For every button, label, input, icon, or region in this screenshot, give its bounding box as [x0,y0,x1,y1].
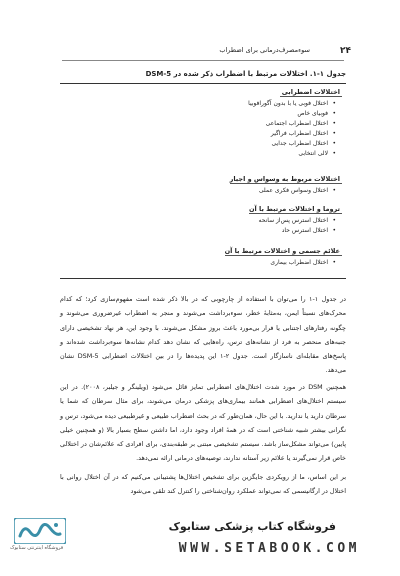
table-section [60,247,342,268]
bullet-icon: • [332,259,336,266]
body-paragraph [60,380,346,466]
list-item [60,149,342,159]
bullet-icon: • [332,227,336,234]
bullet-icon: • [332,110,336,117]
table-bottom-rule [60,278,346,279]
list-item [60,139,342,149]
paragraph-text: بر این اساس، ما از رویکردی جایگزین برای تشخیص اختلال‌ها پشتیبانی می‌کنیم که در آن اختلال روانی با اختلال در ارگانیسمی که نمی‌تواند عملکرد روان‌شناختی را کنترل کند تلقی می‌شود [60,473,346,496]
list-item-text: اختلال اضطراب فراگیر [270,130,328,137]
list-item [60,119,342,129]
list-item-text: اختلال اضطراب اجتماعی [265,120,328,127]
section-items [60,256,342,268]
section-items [60,214,342,236]
list-item [60,226,342,236]
body-paragraph [60,292,346,378]
list-item-text: اختلال وسواس فکری عملی [258,187,328,194]
section-items [60,184,342,196]
table-top-rule [60,83,346,84]
bullet-icon: • [332,120,336,127]
list-item-text: اختلال فوبی یا با بدون آگورافوبیا [248,100,328,107]
list-item-text: اختلال اضطراب جدایی [271,140,328,147]
store-url[interactable]: WWW.SETABOOK.COM [178,541,360,556]
store-name: فروشگاه کتاب پزشکی ستابوک [168,520,336,533]
list-item [60,109,342,119]
bullet-icon: • [332,130,336,137]
running-title: سوءمصرف‌درمانی برای اضطراب [219,46,310,54]
list-item [60,99,342,109]
header-divider [62,60,344,61]
table-title: جدول ۱-۱. اختلالات مرتبط با اضطراب ذکر شده در DSM-5 [145,70,346,78]
list-item [60,258,342,268]
list-item-text: اختلال اضطراب بیماری [270,259,328,266]
logo-subtitle: فروشگاه اینترنتی ستابوک [10,545,64,551]
footer-banner [0,506,400,576]
setabook-logo[interactable] [14,518,66,544]
list-item [60,216,342,226]
table-section [60,205,342,236]
table-section [60,88,342,159]
bullet-icon: • [332,217,336,224]
bullet-icon: • [332,140,336,147]
list-item-text: لالی انتخابی [298,150,328,157]
section-heading: تروما و اختلالات مرتبط با آن [249,205,340,213]
bullet-icon: • [332,187,336,194]
section-heading: اختلالات مربوط به وسواس و اجبار [229,175,340,183]
list-item-text: اختلال استرس حاد [281,227,328,234]
body-paragraph [60,470,346,500]
bullet-icon: • [332,150,336,157]
list-item [60,186,342,196]
paragraph-text: همچنین DSM در مورد شدت اختلال‌های اضطرابی تمایز قائل می‌شود (ویلینگر و جیلبر، ۲۰۰۸). در این سیستم اختلال‌های اضطرابی همانند بیماری‌های پزشکی درمان می‌شوند، برای مثال سرطان که شما یا سرطان دارید یا ندارید. با این حال، همان‌طور که در بحث اضطراب طبیعی و غیرطبیعی دیده می‌شود، ترس و نگرانی بیشتر شبیه شناختی است که در همهٔ افراد وجود دارد، اما داشتن سطح بسیار بالا (و همچنین خیلی پایین) می‌تواند مشکل‌ساز باشد. سیستم تشخیصی مبتنی بر طبقه‌بندی، برای افرادی که علائم‌شان در اختلالی خاص قرار نمی‌گیرند یا علائم زیر آستانه ندارند، توصیه‌های درمانی ارائه نمی‌دهد. [60,383,346,463]
section-heading: اختلالات اضطرابی [281,88,340,96]
list-item-text: اختلال استرس پس‌از سانحه [258,217,328,224]
bullet-icon: • [332,100,336,107]
list-item-text: فوبیای خاص [297,110,328,117]
page-number: ۲۴ [340,46,351,56]
section-items [60,97,342,159]
list-item [60,129,342,139]
paragraph-text: در جدول ۱-۱ را می‌توان با استفاده از چارچوبی که در بالا ذکر شده است مفهوم‌سازی کرد؛ که کدام محرک‌های نسبتاً ایمن، به‌مثابهٔ خطر، سوءبرداشت می‌شوند و منجر به اضطراب غیرضروری می‌شوند و چگونه رفتارهای اجتنابی یا فرار بی‌مورد باعث بروز مشکل می‌شوند. با وجود این، هر نهاد تشخیصی دارای جنبه‌های منحصر به فرد از نشانه‌های ترس، راه‌هایی که نشان دهد کدام نشانه‌ها سوءبرداشت شده‌اند و پاسخ‌های مقابله‌ای ناسازگار است. جدول ۲-۱ این پدیده‌ها را در بین اختلالات اضطرابی DSM-5 نشان می‌دهد. [60,295,347,375]
table-section [60,175,342,196]
section-heading: علائم جسمی و اختلالات مرتبط با آن [224,247,340,255]
